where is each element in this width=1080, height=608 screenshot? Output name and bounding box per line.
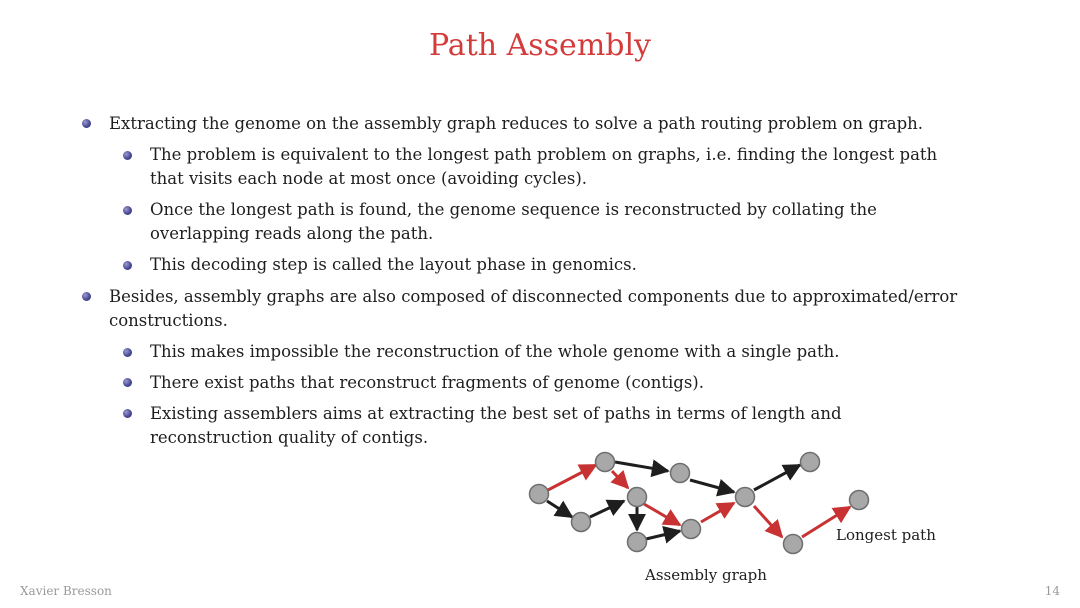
graph-edge [646, 531, 680, 539]
bullet-2-sub-1-line-1: This makes impossible the reconstruction of the whole genome with a single path. [150, 342, 840, 361]
bullet-2-line-2: constructions. [109, 311, 228, 330]
graph-node [572, 513, 591, 532]
bullet-icon [82, 292, 91, 301]
graph-node [628, 488, 647, 507]
graph-node [628, 533, 647, 552]
sub-bullet-icon [123, 409, 132, 418]
footer-author: Xavier Bresson [20, 584, 112, 598]
bullet-1-text: Extracting the genome on the assembly graph reduces to solve a path routing problem on graph. [109, 114, 924, 133]
longest-path-label: Longest path [836, 526, 936, 544]
graph-edge [590, 501, 624, 517]
sub-bullet-icon [123, 378, 132, 387]
path-edge [612, 471, 628, 488]
graph-node [801, 453, 820, 472]
figure-caption: Assembly graph [645, 566, 767, 584]
bullet-1-sub-1-line-1: The problem is equivalent to the longest path problem on graphs, i.e. finding the longest path [150, 145, 938, 164]
path-edge [644, 504, 680, 525]
bullet-1-sub-3-line-1: This decoding step is called the layout phase in genomics. [150, 255, 637, 274]
graph-edge [690, 480, 734, 492]
path-edge [548, 465, 596, 490]
bullet-2-line-1: Besides, assembly graphs are also composed of disconnected components due to approximated/error [109, 287, 958, 306]
bullet-1-sub-1-line-2: that visits each node at most once (avoiding cycles). [150, 169, 588, 188]
sub-bullet-icon [123, 261, 132, 270]
sub-bullet-icon [123, 151, 132, 160]
path-edge [754, 506, 782, 537]
graph-edge [547, 501, 572, 517]
graph-edge [615, 462, 668, 471]
page-number: 14 [1044, 584, 1060, 598]
graph-node [784, 535, 803, 554]
bullet-1-sub-2-line-1: Once the longest path is found, the genome sequence is reconstructed by collating the [150, 200, 877, 219]
graph-node [596, 453, 615, 472]
graph-node [530, 485, 549, 504]
bullet-2-sub-3-line-1: Existing assemblers aims at extracting the best set of paths in terms of length and [150, 404, 842, 423]
bullet-2-sub-2-line-1: There exist paths that reconstruct fragments of genome (contigs). [150, 373, 704, 392]
graph-edge [754, 465, 800, 490]
sub-bullet-icon [123, 348, 132, 357]
path-edge [701, 503, 734, 522]
bullet-2-sub-3-line-2: reconstruction quality of contigs. [150, 428, 429, 447]
graph-node [850, 491, 869, 510]
graph-node [682, 520, 701, 539]
graph-node [736, 488, 755, 507]
bullet-1-sub-2-line-2: overlapping reads along the path. [150, 224, 434, 243]
graph-node [671, 464, 690, 483]
sub-bullet-icon [123, 206, 132, 215]
bullet-icon [82, 119, 91, 128]
slide-title: Path Assembly [428, 28, 652, 63]
